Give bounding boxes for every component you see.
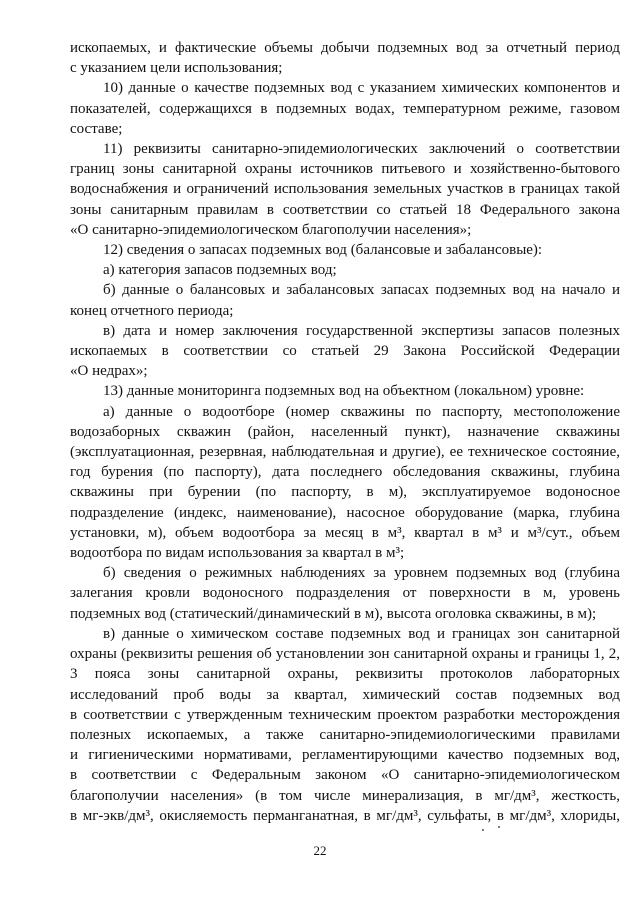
text-line: благополучии населения» (в том числе минерализация, в мг/дм³, жесткость, [70,787,620,804]
text-line: скважины при бурении (по паспорту, в м), эксплуатируемое водоносное [70,484,620,501]
text-line: 12) сведения о запасах подземных вод (балансовые и забалансовые): [103,242,543,259]
text-line: «О недрах»; [70,363,148,380]
text-line: зоны санитарным правилам в соответствии со статьей 18 Федерального закона [70,201,620,218]
text-line: (эксплуатационная, резервная, наблюдательная и другие), ее техническое состояние, [70,444,620,461]
text-line: а) категория запасов подземных вод; [103,262,337,279]
text-line: границ зоны санитарной охраны источников питьевого и хозяйственно-бытового [70,161,620,178]
text-line: год бурения (по паспорту), дата последнего обследования скважины, глубина [70,464,620,481]
text-line: 3 пояса зоны санитарной охраны, реквизиты протоколов лабораторных [70,666,620,683]
scan-specks [478,826,508,832]
text-line: 10) данные о качестве подземных вод с указанием химических компонентов и [103,80,620,97]
text-line: конец отчетного периода; [70,302,234,319]
text-line: охраны (реквизиты решения об установлении зон санитарной охраны и границы 1, 2, [70,646,620,663]
text-line: а) данные о водоотборе (номер скважины по паспорту, местоположение [103,403,620,420]
text-line: ископаемых, и фактические объемы добычи подземных вод за отчетный период [70,40,620,56]
text-line: подземных вод (статический/динамический в м), высота оголовка скважины, в м); [70,605,597,622]
document-body [70,38,620,826]
text-line: «О санитарно-эпидемиологическом благополучии населения»; [70,221,472,238]
text-line: с указанием цели использования; [70,60,283,77]
text-line: ископаемых в соответствии со статьей 29 Закона Российской Федерации [70,343,620,360]
text-line: установки, м), объем водоотбора за месяц в м³, квартал в м³ и м³/сут., объем [70,524,620,541]
text-line: в соответствии с утвержденным техническим проектом разработки месторождения [70,706,620,723]
text-line: в) дата и номер заключения государственной экспертизы запасов полезных [103,322,620,339]
text-line: залегания кровли водоносного подразделения от поверхности в м, уровень [70,585,620,602]
text-line: исследований проб воды за квартал, химический состав подземных вод [70,686,620,703]
text-line: в) данные о химическом составе подземных вод и границах зон санитарной [103,625,620,642]
text-line: б) данные о балансовых и забалансовых запасах подземных вод на начало и [103,282,620,299]
text-line: водозаборных скважин (район, населенный пункт), назначение скважины [70,423,620,440]
text-line: показателей, содержащихся в подземных водах, температурном режиме, газовом [70,100,620,117]
text-line: в соответствии с Федеральным законом «О санитарно-эпидемиологическом [70,767,620,784]
text-line: 13) данные мониторинга подземных вод на объектном (локальном) уровне: [103,383,585,400]
text-line: в мг-экв/дм³, окисляемость перманганатная, в мг/дм³, сульфаты, в мг/дм³, хлориды, [70,807,620,824]
text-line: и гигиеническими нормативами, регламентирующими качество подземных вод, [70,747,620,764]
text-line: полезных ископаемых, а также санитарно-эпидемиологическими правилами [70,726,620,743]
text-line: подразделение (индекс, наименование), насосное оборудование (марка, глубина [70,504,620,521]
text-line: составе; [70,120,123,137]
text-line: 11) реквизиты санитарно-эпидемиологических заключений о соответствии [103,141,620,158]
text-line: водоснабжения и ограничений использования земельных участков в границах такой [70,181,620,198]
text-line: водоотбора по видам использования за квартал в м³; [70,545,405,562]
page-number: 22 [313,843,327,858]
text-line: б) сведения о режимных наблюдениях за уровнем подземных вод (глубина [103,565,620,582]
